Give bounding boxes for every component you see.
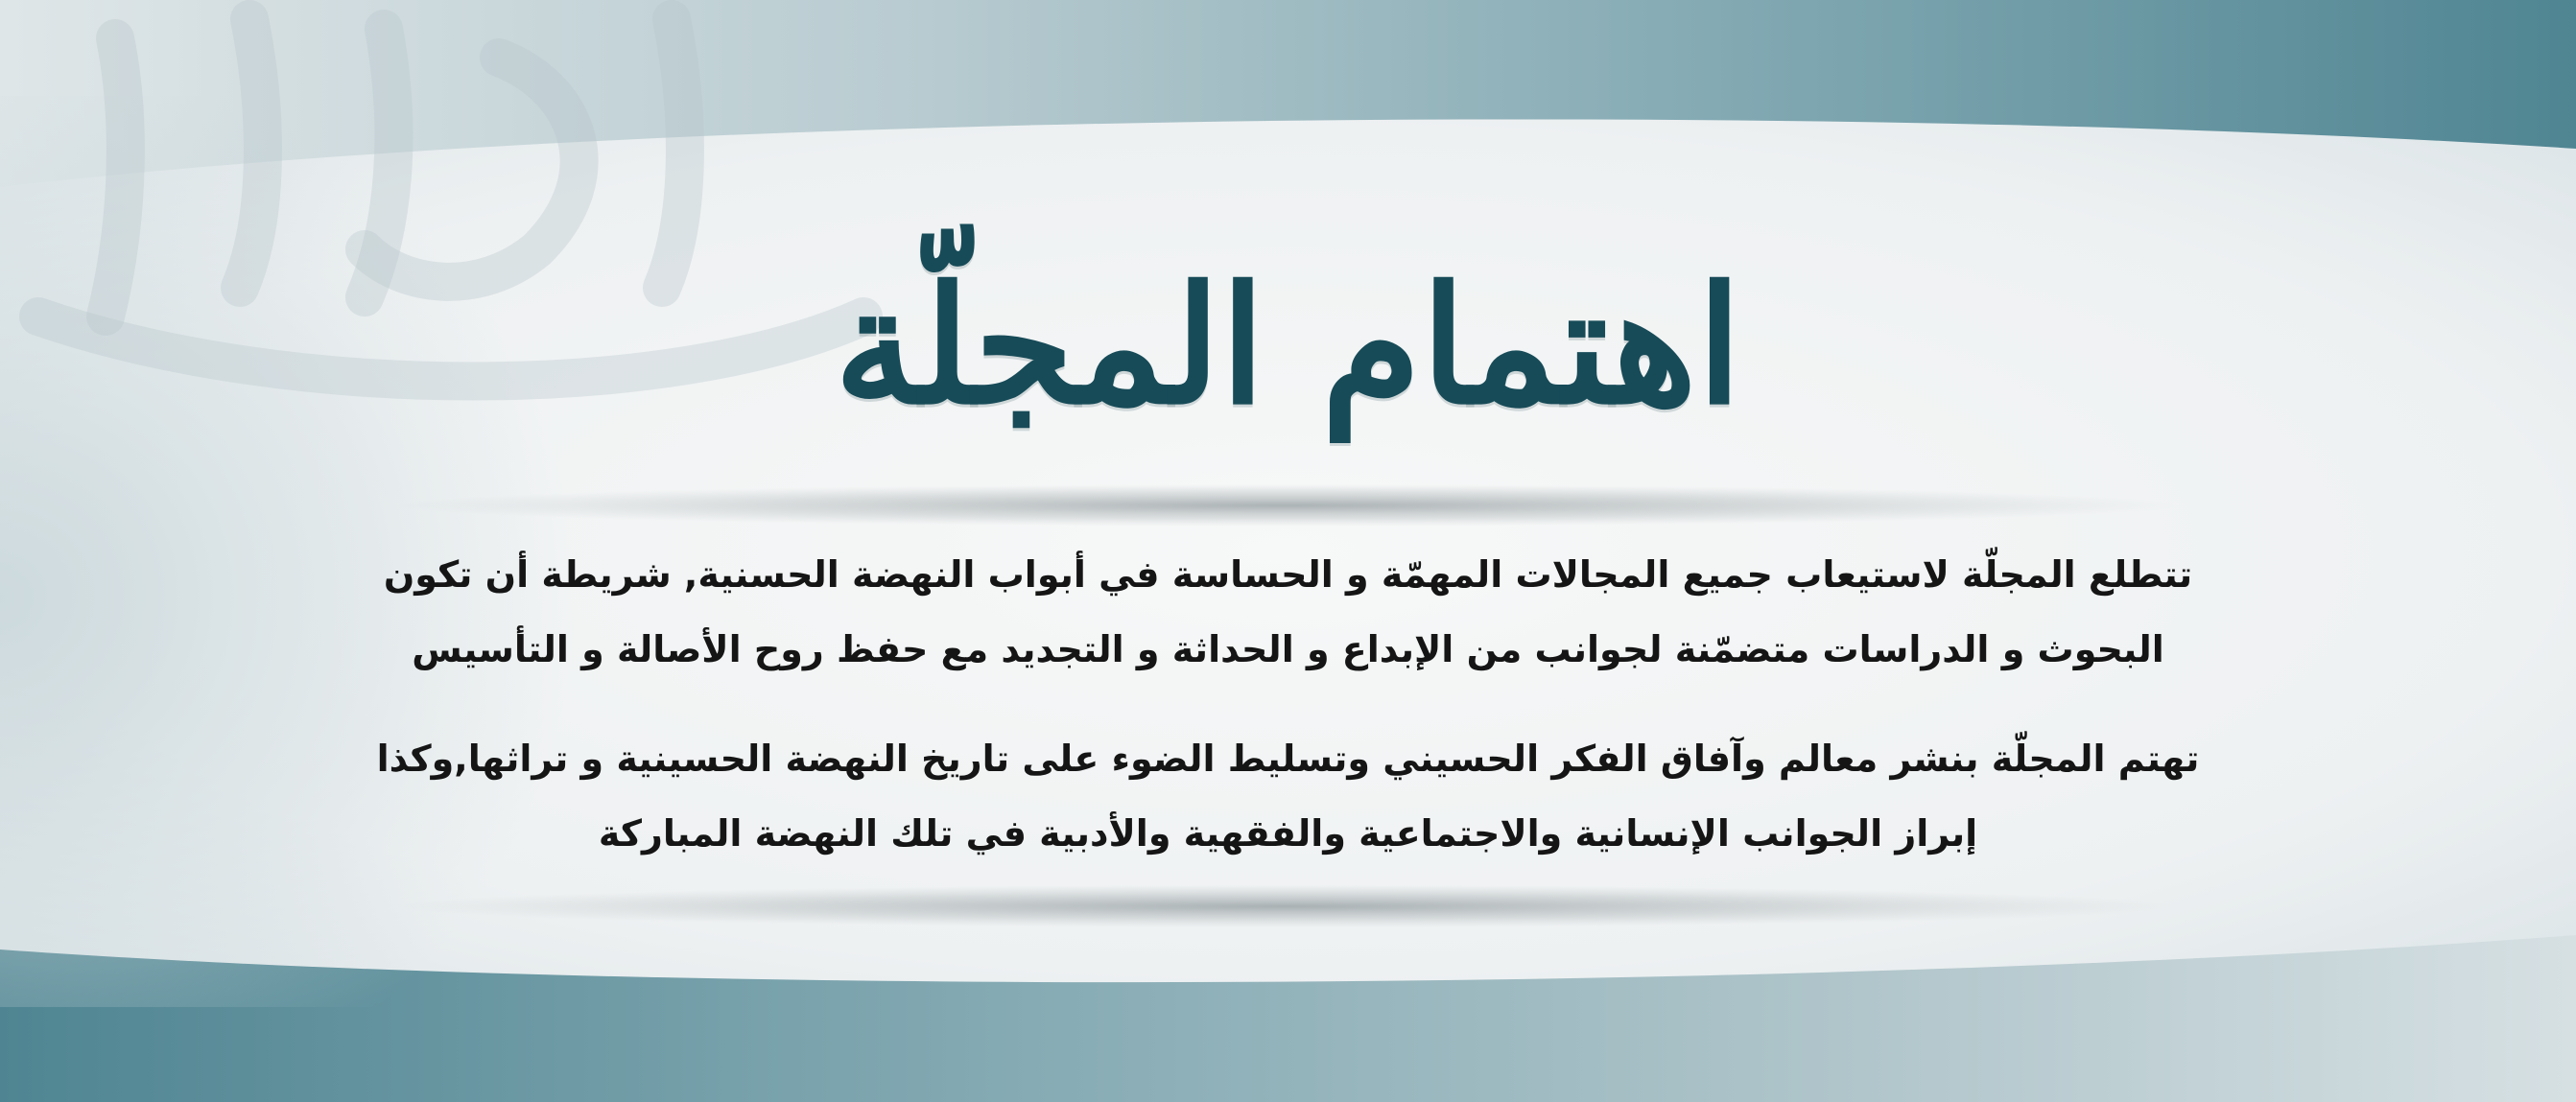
- paragraph-line: تتطلع المجلّة لاستيعاب جميع المجالات المهمّة و الحساسة في أبواب النهضة الحسنية, شريطة أن تكون: [383, 553, 2193, 596]
- paragraph-line: البحوث و الدراسات متضمّنة لجوانب من الإبداع و الحداثة و التجديد مع حفظ روح الأصالة و التأسيس: [412, 628, 2164, 670]
- body-text: [221, 537, 2355, 871]
- headline-calligraphy: اهتمام المجلّة: [834, 250, 1742, 440]
- paragraph-scope: [221, 537, 2355, 687]
- paragraph-line: إبراز الجوانب الإنسانية والاجتماعية والفقهية والأدبية في تلك النهضة المباركة: [598, 812, 1978, 855]
- paragraph-line: تهتم المجلّة بنشر معالم وآفاق الفكر الحسيني وتسليط الضوء على تاريخ النهضة الحسينية و تراثها,وكذا: [376, 738, 2200, 780]
- paragraph-focus: [221, 721, 2355, 871]
